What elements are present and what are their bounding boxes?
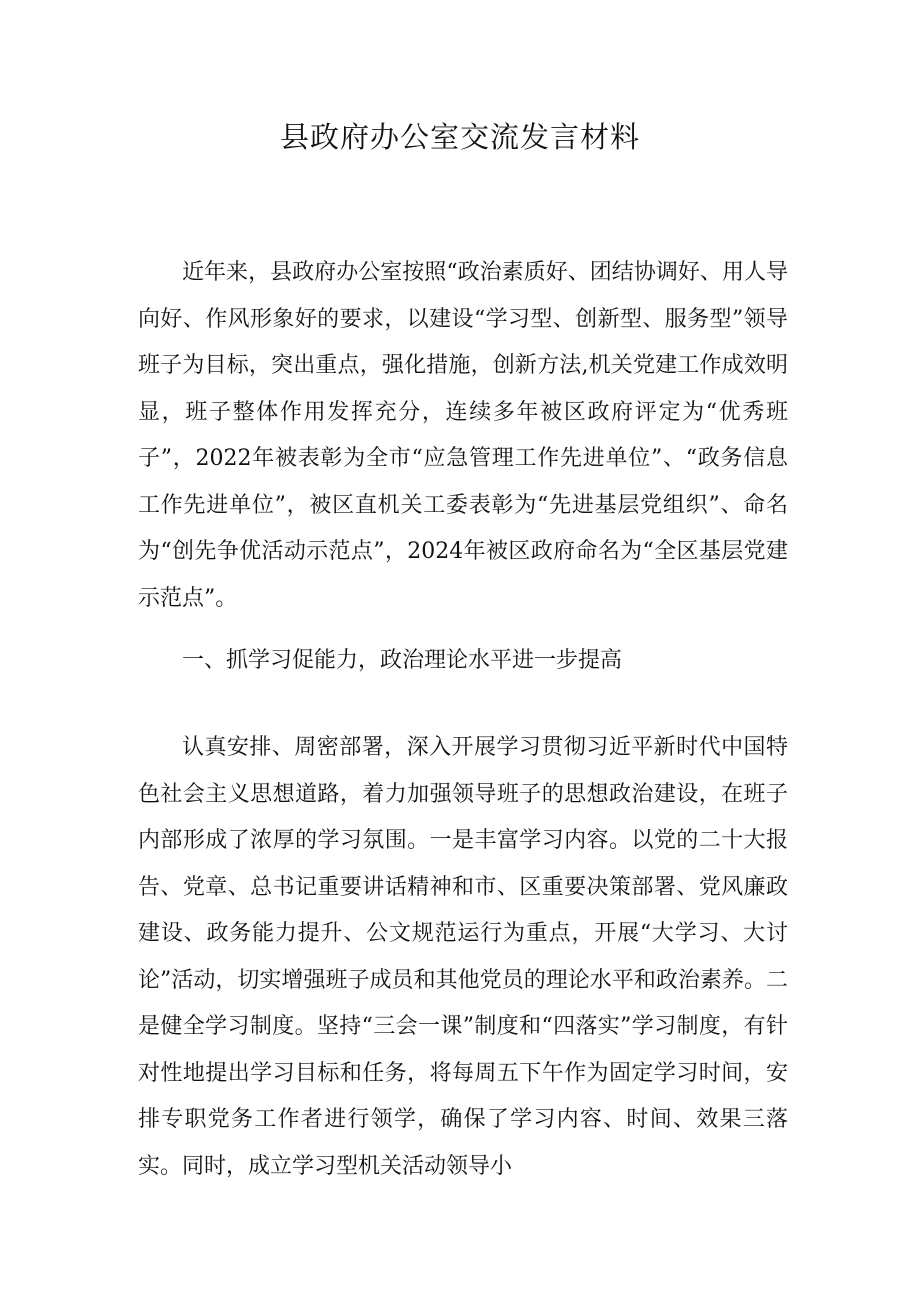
section-heading: 一、抓学习促能力，政治理论水平进一步提高 [182, 648, 623, 673]
document-title: 县政府办公室交流发言材料 [279, 120, 640, 154]
body-paragraph: 近年来，县政府办公室按照“政治素质好、团结协调好、用人导向好、作风形象好的要求，以建设“学习型、创新型、服务型”领导班子为目标，突出重点，强化措施，创新方法,机关党建工作成效明显，班子整体作用发挥充分，连续多年被区政府评定为“优秀班子”，2022年被表彰为全市“应急管理工作先进单位”、“政务信息工作先进单位”，被区直机关工委表彰为“先进基层党组织”、命名为“创先争优活动示范点”，2024年被区政府命名为“全区基层党建示范点”。 [138, 260, 788, 611]
body-paragraph: 认真安排、周密部署，深入开展学习贯彻习近平新时代中国特色社会主义思想道路，着力加强领导班子的思想政治建设，在班子内部形成了浓厚的学习氛围。一是丰富学习内容。以党的二十大报告、党章、总书记重要讲话精神和市、区重要决策部署、党风廉政建设、政务能力提升、公文规范运行为重点，开展“大学习、大讨论”活动，切实增强班子成员和其他党员的理论水平和政治素养。二是健全学习制度。坚持“三会一课”制度和“四落实”学习制度，有针对性地提出学习目标和任务，将每周五下午作为固定学习时间，安排专职党务工作者进行领学，确保了学习内容、时间、效果三落实。同时，成立学习型机关活动领导小 [138, 735, 788, 1179]
